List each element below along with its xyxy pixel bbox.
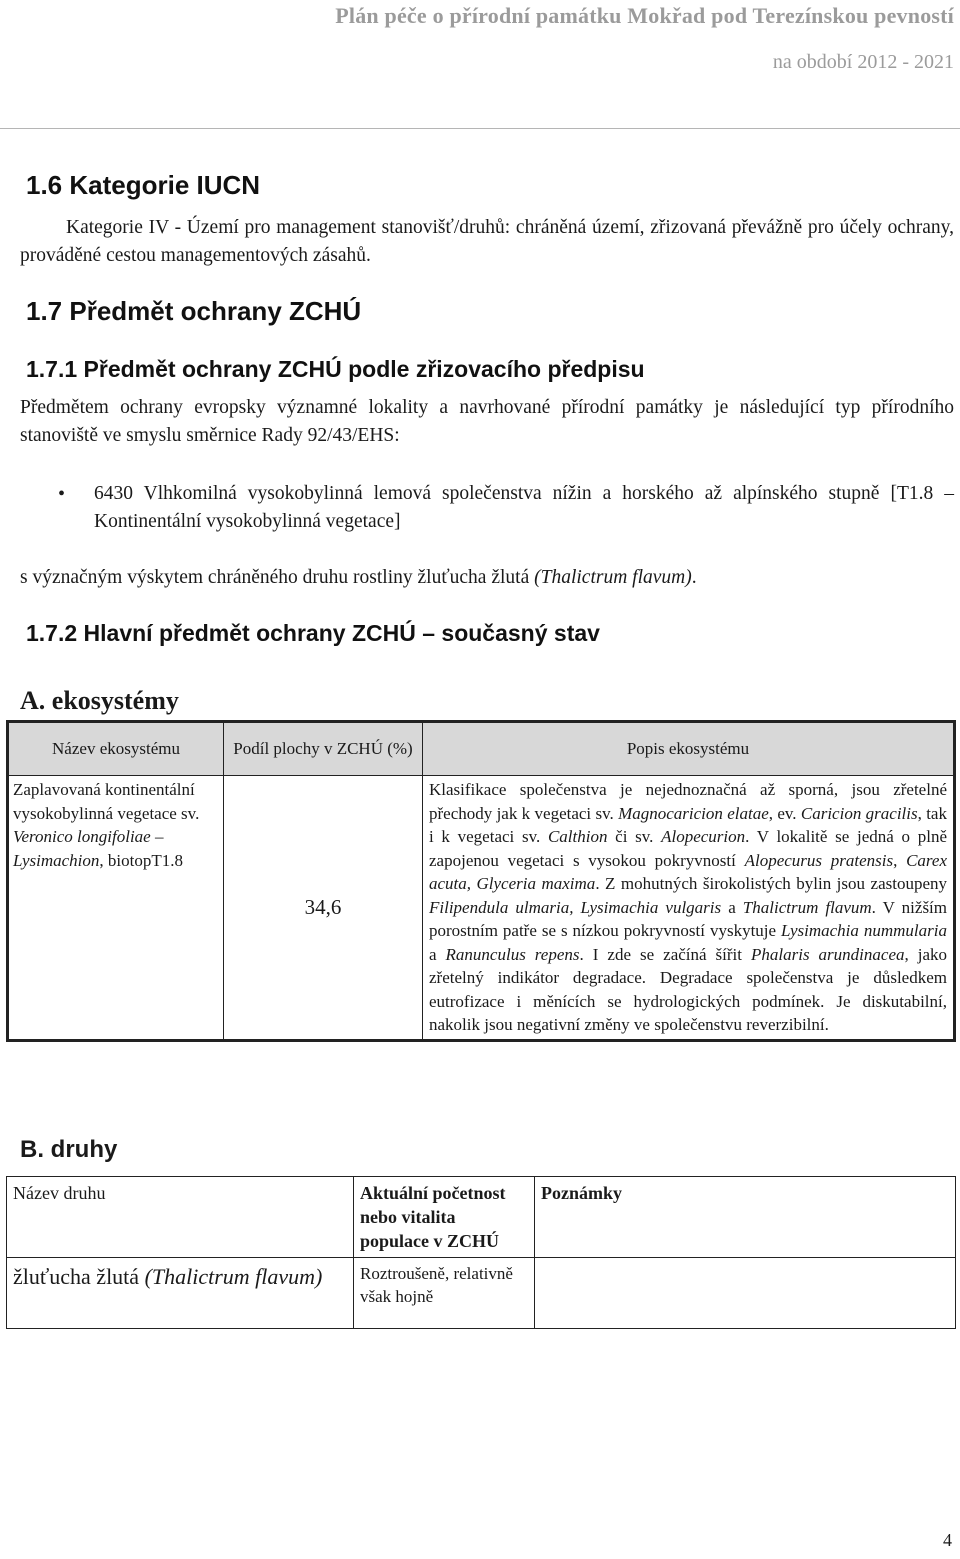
description-text: , ev. xyxy=(768,803,801,823)
species-name xyxy=(7,1258,354,1329)
description-text: . I zde se začíná šířit xyxy=(579,944,751,964)
latin-name: (Thalictrum flavum) xyxy=(534,567,692,588)
table-header-row xyxy=(8,722,955,776)
description-text: , xyxy=(893,850,907,870)
description-text: , jako zřetelný indikátor degradace. Degradace společenstva je důsledkem eutrofizace i měnících se hydrologických podmínek. Je diskutabilní, nakolik jsou negativní změny ve společenstvu reverzibilní. xyxy=(429,944,948,1034)
species-table xyxy=(6,1176,956,1329)
latin-taxon: Filipendula ulmaria, Lysimachia vulgaris xyxy=(429,897,722,917)
ecosystem-alliance: Veronico longifoliae – Lysimachion xyxy=(13,827,164,870)
table-header-row xyxy=(7,1177,956,1258)
ecosystem-biotope: , biotopT1.8 xyxy=(99,850,183,870)
col-header-species: Název druhu xyxy=(7,1177,354,1258)
heading-1-7-2: 1.7.2 Hlavní předmět ochrany ZCHÚ – současný stav xyxy=(26,620,600,646)
species-latin-name: (Thalictrum flavum) xyxy=(144,1264,323,1289)
description-text: či sv. xyxy=(607,827,662,846)
species-label: B. druhy xyxy=(20,1136,118,1163)
col-header-description: Popis ekosystému xyxy=(423,722,955,776)
species-abundance: Roztroušeně, relativně však hojně xyxy=(354,1258,535,1329)
description-text: . V nižším porostním patře se s nízkou pokryvností vyskytuje xyxy=(429,897,948,940)
species-notes xyxy=(535,1258,956,1329)
ecosystem-description xyxy=(423,776,955,1041)
latin-taxon: Alopecurus pratensis xyxy=(744,850,894,870)
sentence-end: . xyxy=(691,567,697,588)
latin-taxon: Magnocaricion elatae xyxy=(618,803,769,823)
table-row xyxy=(7,1258,956,1329)
protected-species-sentence xyxy=(20,564,954,592)
latin-taxon: Phalaris arundinacea xyxy=(751,944,905,964)
col-header-share: Podíl plochy v ZCHÚ (%) xyxy=(224,722,423,776)
description-text: a xyxy=(429,944,446,964)
latin-taxon: Ranunculus repens xyxy=(445,944,580,964)
latin-taxon: Carex acuta, Glyceria maxima xyxy=(429,850,947,893)
latin-taxon: Lysimachia nummularia xyxy=(781,921,947,940)
col-header-name: Název ekosystému xyxy=(8,722,224,776)
habitat-text: 6430 Vlhkomilná vysokobylinná lemová společenstva nížin a horského až alpínského stupně [T1.8 – Kontinentální vysokobylinná vegetace] xyxy=(94,483,954,532)
latin-taxon: Thalictrum flavum xyxy=(742,897,872,917)
ecosystem-name xyxy=(8,776,224,1041)
col-header-abundance: Aktuální početnost nebo vitalita populace v ZCHÚ xyxy=(354,1177,535,1258)
latin-taxon: Calthion xyxy=(547,827,608,846)
ecosystems-label: A. ekosystémy xyxy=(20,686,179,715)
subject-intro-paragraph: Předmětem ochrany evropsky významné lokality a navrhované přírodní památky je následující typ přírodního stanoviště ve smyslu směrnice Rady 92/43/EHS: xyxy=(20,397,954,446)
heading-1-6: 1.6 Kategorie IUCN xyxy=(26,170,261,200)
description-text: Klasifikace společenstva je nejednoznačná až sporná, jsou zřetelné přechody jak k vegetaci sv. xyxy=(429,780,947,823)
description-text: . Z mohutných širokolistých bylin jsou zastoupeny xyxy=(595,874,947,893)
document-period: na období 2012 - 2021 xyxy=(772,51,954,73)
ecosystem-name-text: Zaplavovaná kontinentální vysokobylinná vegetace sv. xyxy=(13,780,200,823)
ecosystems-table xyxy=(6,720,956,1042)
page-number: 4 xyxy=(943,1530,952,1550)
sentence-text: s význačným výskytem chráněného druhu rostliny žluťucha žlutá xyxy=(20,567,535,588)
heading-1-7: 1.7 Předmět ochrany ZCHÚ xyxy=(26,296,362,326)
latin-taxon: Caricion gracilis xyxy=(800,803,918,823)
bullet-icon: • xyxy=(58,483,66,505)
heading-1-7-1: 1.7.1 Předmět ochrany ZCHÚ podle zřizovacího předpisu xyxy=(26,356,645,382)
col-header-notes: Poznámky xyxy=(535,1177,956,1258)
header-divider xyxy=(0,128,960,129)
description-text: . V lokalitě se jedná o plně zapojenou vegetaci s vysokou pokryvností xyxy=(429,827,947,870)
table-row xyxy=(8,776,955,1041)
iucn-paragraph: Kategorie IV - Území pro management stanovišť/druhů: chráněná území, zřizovaná převážně pro účely ochrany, prováděné cestou managementových zásahů. xyxy=(20,217,954,266)
species-common-name: žluťucha žlutá xyxy=(13,1264,145,1289)
document-title: Plán péče o přírodní památku Mokřad pod Terezínskou pevností xyxy=(335,3,954,28)
latin-taxon: Alopecurion xyxy=(661,827,746,846)
ecosystem-share: 34,6 xyxy=(224,776,423,1041)
description-text: a xyxy=(721,897,743,917)
description-text: , tak i k vegetaci sv. xyxy=(429,803,947,846)
running-header xyxy=(335,0,954,76)
